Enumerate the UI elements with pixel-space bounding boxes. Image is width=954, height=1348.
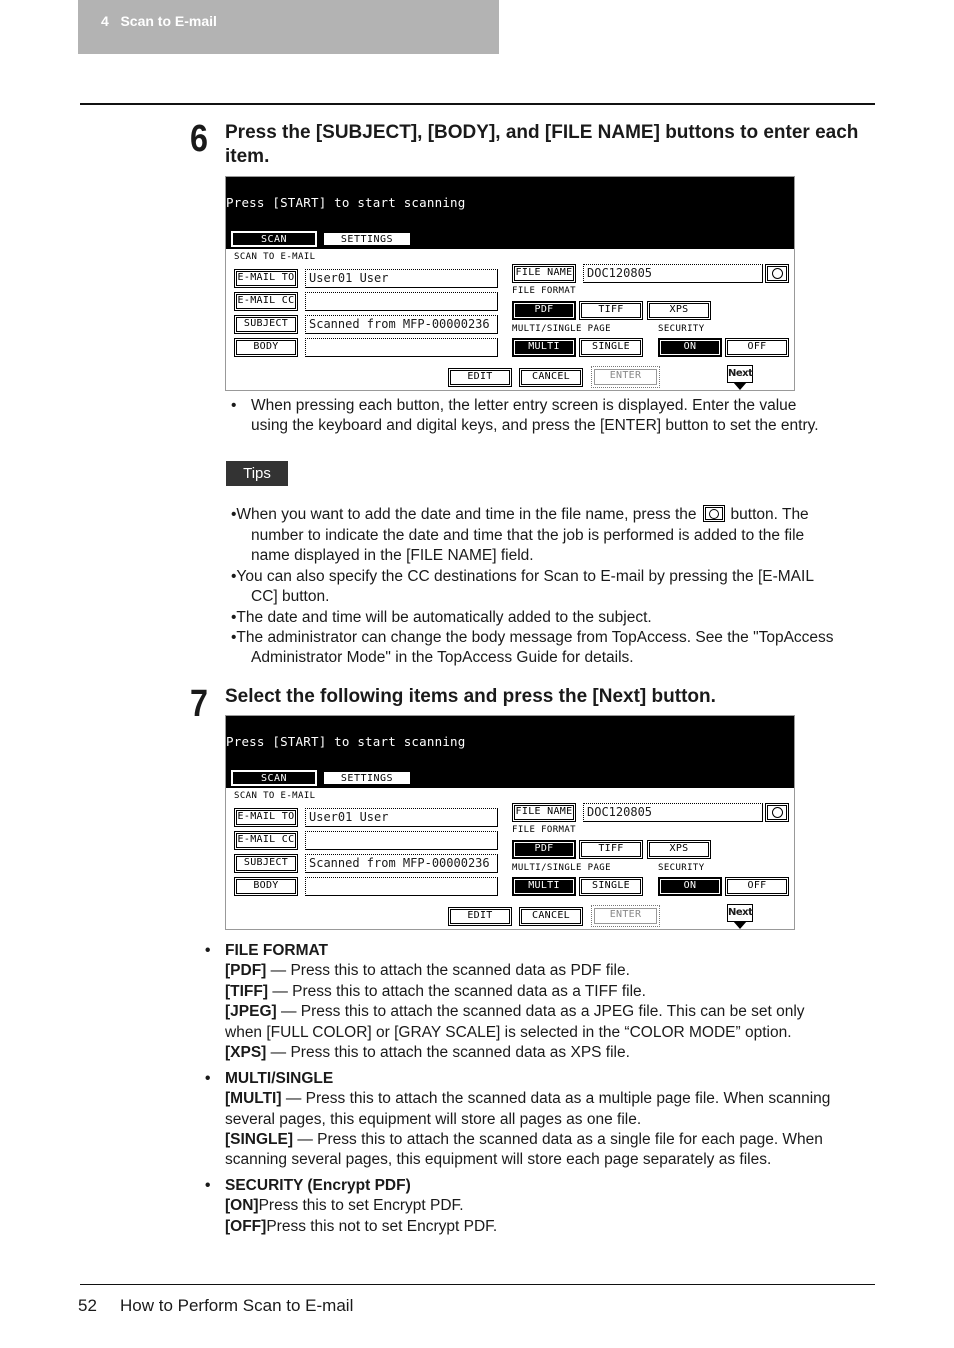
single-text: — Press this to attach the scanned data as a single file for each page. When xyxy=(293,1131,823,1148)
subject-field[interactable]: Scanned from MFP-00000236 xyxy=(305,854,498,873)
jpeg-key: [JPEG] xyxy=(225,1003,277,1020)
jpeg-text: — Press this to attach the scanned data as a JPEG file. This can be set only xyxy=(276,1003,805,1020)
email-to-field[interactable]: User01 User xyxy=(305,808,498,827)
footer-rule xyxy=(80,1284,875,1285)
file-format-label: FILE FORMAT xyxy=(512,286,577,296)
step-number-7: 7 xyxy=(190,683,208,725)
multi-key: [MULTI] xyxy=(225,1090,282,1107)
footer-title: How to Perform Scan to E-mail xyxy=(120,1296,354,1315)
file-format-label: FILE FORMAT xyxy=(512,825,577,835)
tab-settings[interactable]: SETTINGS xyxy=(322,231,412,247)
file-format-heading: FILE FORMAT xyxy=(225,942,329,959)
clock-icon xyxy=(703,505,725,522)
off-key: [OFF] xyxy=(225,1218,267,1235)
file-name-button[interactable]: FILE NAME xyxy=(512,803,576,822)
on-description xyxy=(225,1196,464,1217)
tip-4-line1: •The administrator can change the body message from TopAccess. See the "TopAccess xyxy=(231,629,834,646)
pdf-text: — Press this to attach the scanned data as PDF file. xyxy=(266,962,630,979)
bullet-dot: • xyxy=(205,1070,211,1087)
step-6-title: Press the [SUBJECT], [BODY], and [FILE NAME] buttons to enter each item. xyxy=(225,122,859,167)
security-on-button[interactable]: ON xyxy=(658,877,722,896)
security-on-button[interactable]: ON xyxy=(658,338,722,357)
tip-1-text-b: button. The xyxy=(730,506,809,523)
subject-button[interactable]: SUBJECT xyxy=(234,315,298,334)
next-arrow-icon xyxy=(733,921,747,929)
single-description xyxy=(225,1130,823,1151)
tip-4-line2: Administrator Mode" in the TopAccess Guide for details. xyxy=(251,649,634,666)
xps-key: [XPS] xyxy=(225,1044,267,1061)
email-cc-field[interactable] xyxy=(305,831,498,850)
body-field[interactable] xyxy=(305,877,498,896)
tab-settings[interactable]: SETTINGS xyxy=(322,770,412,786)
cancel-button[interactable]: CANCEL xyxy=(519,907,583,926)
file-name-button[interactable]: FILE NAME xyxy=(512,264,576,283)
single-key: [SINGLE] xyxy=(225,1131,294,1148)
multi-button[interactable]: MULTI xyxy=(512,877,576,896)
body-field[interactable] xyxy=(305,338,498,357)
step6-note-line2: using the keyboard and digital keys, and press the [ENTER] button to set the entry. xyxy=(251,417,819,434)
cancel-button[interactable]: CANCEL xyxy=(519,368,583,387)
scan-panel-step7 xyxy=(225,715,795,930)
bullet-dot: • xyxy=(231,397,237,414)
tip-1-text-a: •When you want to add the date and time in the file name, press the xyxy=(231,506,697,523)
tip-1-line3: name displayed in the [FILE NAME] field. xyxy=(251,547,534,564)
tiff-button[interactable]: TIFF xyxy=(579,301,643,320)
next-button[interactable] xyxy=(727,365,755,391)
multi-description-line2: several pages, this equipment will store all pages as one file. xyxy=(225,1111,642,1128)
enter-button[interactable]: ENTER xyxy=(591,905,660,927)
enter-button[interactable]: ENTER xyxy=(591,366,660,388)
off-description xyxy=(225,1217,497,1238)
panel-message: Press [START] to start scanning xyxy=(226,734,466,749)
body-button[interactable]: BODY xyxy=(234,338,298,357)
step-7-title: Select the following items and press the [Next] button. xyxy=(225,686,716,707)
tip-2-line1: •You can also specify the CC destinations for Scan to E-mail by pressing the [E-MAIL xyxy=(231,568,814,585)
multi-button[interactable]: MULTI xyxy=(512,338,576,357)
tiff-text: — Press this to attach the scanned data as a TIFF file. xyxy=(268,983,646,1000)
security-label: SECURITY xyxy=(658,324,705,334)
section-label: SCAN TO E-MAIL xyxy=(234,252,316,262)
step6-note-line1: When pressing each button, the letter entry screen is displayed. Enter the value xyxy=(251,397,797,414)
single-button[interactable]: SINGLE xyxy=(579,338,643,357)
multi-description xyxy=(225,1089,830,1110)
jpeg-description-line2: when [FULL COLOR] or [GRAY SCALE] is selected in the “COLOR MODE” option. xyxy=(225,1024,792,1041)
email-to-button[interactable]: E-MAIL TO xyxy=(234,269,298,288)
email-to-field[interactable]: User01 User xyxy=(305,269,498,288)
next-label: Next xyxy=(727,365,753,383)
multi-single-label: MULTI/SINGLE PAGE xyxy=(512,324,611,334)
security-off-button[interactable]: OFF xyxy=(725,877,789,896)
next-label: Next xyxy=(727,904,753,922)
section-label: SCAN TO E-MAIL xyxy=(234,791,316,801)
email-cc-button[interactable]: E-MAIL CC xyxy=(234,831,298,850)
xps-text: — Press this to attach the scanned data as XPS file. xyxy=(266,1044,630,1061)
clock-icon[interactable] xyxy=(765,803,789,822)
next-arrow-icon xyxy=(733,382,747,390)
tip-3: •The date and time will be automatically added to the subject. xyxy=(231,609,652,626)
edit-button[interactable]: EDIT xyxy=(448,907,512,926)
xps-button[interactable]: XPS xyxy=(647,301,711,320)
tiff-description xyxy=(225,982,646,1003)
security-label: SECURITY xyxy=(658,863,705,873)
single-description-line2: scanning several pages, this equipment will store each page separately as files. xyxy=(225,1151,772,1168)
tip-1-line1 xyxy=(231,505,809,526)
multi-single-heading: MULTI/SINGLE xyxy=(225,1070,334,1087)
security-heading: SECURITY (Encrypt PDF) xyxy=(225,1177,411,1194)
subject-button[interactable]: SUBJECT xyxy=(234,854,298,873)
chapter-tab xyxy=(78,0,499,54)
pdf-button[interactable]: PDF xyxy=(512,301,576,320)
tab-scan[interactable]: SCAN xyxy=(231,231,317,247)
tip-2-line2: CC] button. xyxy=(251,588,330,605)
pdf-description xyxy=(225,961,630,982)
next-button[interactable] xyxy=(727,904,755,930)
clock-icon[interactable] xyxy=(765,264,789,283)
pdf-button[interactable]: PDF xyxy=(512,840,576,859)
on-text: Press this to set Encrypt PDF. xyxy=(258,1197,464,1214)
bullet-dot: • xyxy=(205,1177,211,1194)
edit-button[interactable]: EDIT xyxy=(448,368,512,387)
subject-field[interactable]: Scanned from MFP-00000236 xyxy=(305,315,498,334)
tiff-key: [TIFF] xyxy=(225,983,269,1000)
top-rule xyxy=(80,103,875,105)
multi-single-label: MULTI/SINGLE PAGE xyxy=(512,863,611,873)
email-cc-button[interactable]: E-MAIL CC xyxy=(234,292,298,311)
file-name-field[interactable]: DOC120805 xyxy=(583,803,763,822)
xps-button[interactable]: XPS xyxy=(647,840,711,859)
panel-message: Press [START] to start scanning xyxy=(226,195,466,210)
tab-scan[interactable]: SCAN xyxy=(231,770,317,786)
multi-text: — Press this to attach the scanned data as a multiple page file. When scanning xyxy=(281,1090,831,1107)
step-number-6: 6 xyxy=(190,118,208,160)
bullet-dot: • xyxy=(205,942,211,959)
off-text: Press this not to set Encrypt PDF. xyxy=(266,1218,498,1235)
email-to-button[interactable]: E-MAIL TO xyxy=(234,808,298,827)
tip-1-line2: number to indicate the date and time that the job is performed is added to the file xyxy=(251,527,805,544)
scan-panel-step6 xyxy=(225,176,795,391)
single-button[interactable]: SINGLE xyxy=(579,877,643,896)
jpeg-description xyxy=(225,1002,805,1023)
pdf-key: [PDF] xyxy=(225,962,267,979)
security-off-button[interactable]: OFF xyxy=(725,338,789,357)
tips-label: Tips xyxy=(226,461,288,486)
page-number: 52 xyxy=(78,1296,97,1315)
email-cc-field[interactable] xyxy=(305,292,498,311)
on-key: [ON] xyxy=(225,1197,259,1214)
chapter-label: 4 Scan to E-mail xyxy=(101,13,217,29)
file-name-field[interactable]: DOC120805 xyxy=(583,264,763,283)
body-button[interactable]: BODY xyxy=(234,877,298,896)
tiff-button[interactable]: TIFF xyxy=(579,840,643,859)
xps-description xyxy=(225,1043,630,1064)
